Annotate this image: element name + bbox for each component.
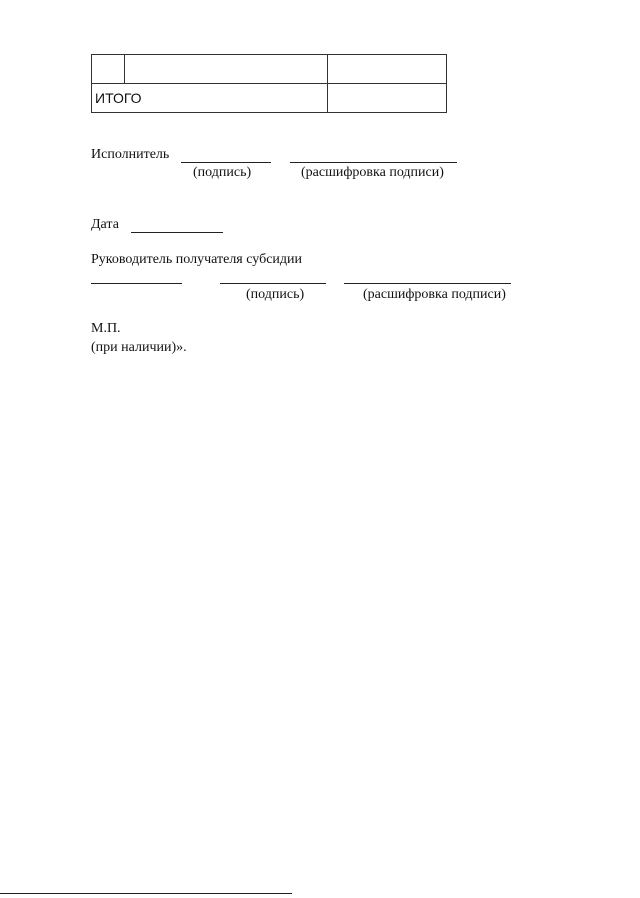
head-signature-caption: (подпись) (246, 287, 305, 302)
total-sum-cell (327, 84, 446, 113)
executor-signature-caption: (подпись) (193, 165, 252, 180)
total-label: ИТОГО (92, 84, 328, 113)
head-signature-line (220, 283, 326, 284)
head-decode-line (344, 283, 511, 284)
table-cell-name (124, 55, 327, 84)
table-row-total (92, 84, 447, 113)
executor-label: Исполнитель (91, 147, 170, 162)
date-label: Дата (91, 217, 119, 232)
executor-decode-caption: (расшифровка подписи) (301, 165, 444, 180)
stamp-note: (при наличии)». (91, 340, 187, 355)
head-label: Руководитель получателя субсидии (91, 252, 303, 267)
date-line (131, 232, 223, 233)
executor-signature-line (181, 162, 271, 163)
executor-decode-line (290, 162, 457, 163)
table-row (92, 55, 447, 84)
stamp-label: М.П. (91, 321, 121, 336)
footnote-divider (0, 893, 292, 894)
table-cell-sum (327, 55, 446, 84)
head-blank-line (91, 283, 182, 284)
head-decode-caption: (расшифровка подписи) (363, 287, 506, 302)
table-cell-number (92, 55, 125, 84)
report-table (91, 54, 447, 113)
